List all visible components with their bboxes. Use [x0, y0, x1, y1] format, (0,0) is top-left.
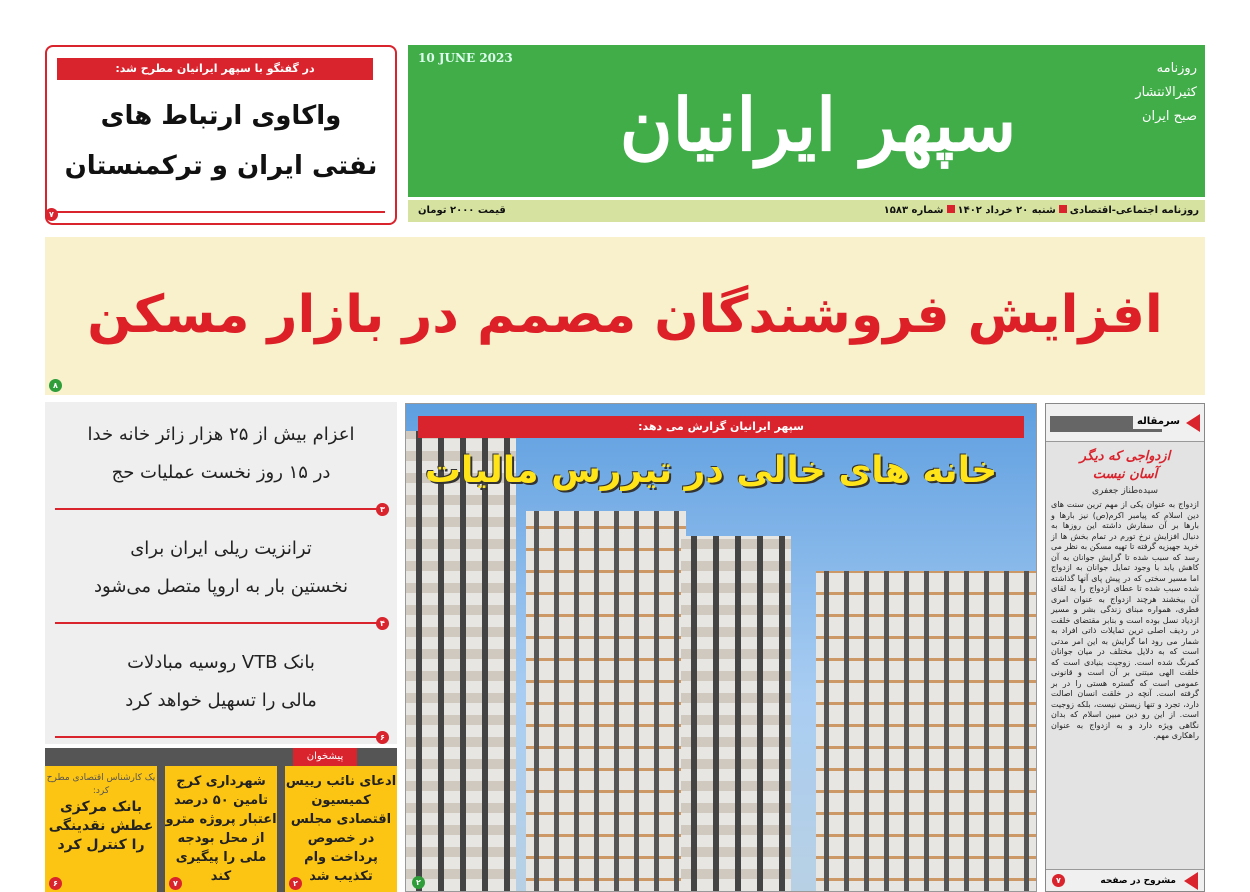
page-badge: ۷ [169, 877, 182, 890]
triangle-icon [1186, 414, 1200, 432]
issue-date: شنبه ۲۰ خرداد ۱۴۰۲ [957, 205, 1056, 216]
masthead [408, 45, 1205, 197]
page-badge: ۴ [376, 617, 389, 630]
editorial-body: ازدواج به عنوان یکی از مهم ترین سنت های دین اسلام که پیامبر اکرم(ص) نیز بارها و بارها بر آن سفارش داشته این روزها به دنبال افزایش نرخ تورم در تمام بخش ها از خرید جهیزیه گرفته تا تهیه مسکن به نظر می رسد که سبب شده تا گرایش جوانان به آن کاهش یابد با وجود تمایل جوانان به ازدواج اما مسیر سختی که در پیش پای آنها گذاشته شده سبب شده تا عطای ازدواج را به لقای آن ببخشند هرچند ازدواج به عنوان امری فطری، همواره مبنای زندگی بشر و مسیر ازدیاد نسل بوده است و بنابر مقتضای خلقت در ردیف اصلی ترین تمایلات ذاتی افراد به شمار می رود اما گرایش به این امر مدتی است که به دلایل مختلف در میان جوانان کمرنگ شده است. زوجیت بنیادی است که خلقت الهی مبتنی بر آن است و قانونی عمومی است که گستره هستی را در بر گرفته است. آنچه در خلقت انسان اصالت دارد، تجرد و تنها زیستن نیست، بلکه زوجیت است. از این رو دین مبین اسلام که بدان نگاهی ویژه دارد و به ازدواج به عنوان راهکاری مهم. [1051, 500, 1199, 740]
building-image [526, 511, 686, 891]
main-headline-banner[interactable] [45, 237, 1205, 395]
pishkhan-box[interactable]: یک کارشناس اقتصادی مطرح کرد: بانک مرکزی عطش نقدینگی را کنترل کرد ۶ [45, 766, 157, 892]
continued-label: مشروح در صفحه [1100, 876, 1176, 886]
info-strip [408, 200, 1205, 222]
issue-number: شماره ۱۵۸۳ [883, 205, 944, 216]
pishkhan-tag: پیشخوان [293, 748, 357, 766]
page-badge: ۲ [412, 876, 425, 889]
news-item[interactable]: بانک VTB روسیه مبادلات مالی را تسهیل خواهد کرد ۶ [45, 630, 397, 744]
newspaper-logo: سپهر ایرانیان [619, 82, 1017, 167]
pishkhan-box[interactable]: شهرداری کرج تامین ۵۰ درصد اعتبار پروژه مترو از محل بودجه ملی را پیگیری کند ۷ [165, 766, 277, 892]
page-badge: ۶ [49, 877, 62, 890]
divider [57, 211, 385, 213]
editorial[interactable] [1045, 403, 1205, 892]
side-story[interactable] [45, 45, 397, 225]
photo-story[interactable] [405, 403, 1037, 892]
building-image [681, 536, 791, 891]
news-item[interactable]: ترانزیت ریلی ایران برای نخستین بار به اروپا متصل می‌شود ۴ [45, 516, 397, 630]
editorial-author: سیده‌طناز جعفری [1092, 486, 1158, 496]
paper-type: روزنامه اجتماعی-اقتصادی [1069, 205, 1199, 216]
main-headline: افزایش فروشندگان مصمم در بازار مسکن [87, 285, 1163, 345]
building-image [816, 571, 1037, 891]
triangle-icon [1184, 872, 1198, 890]
news-item[interactable]: اعزام بیش از ۲۵ هزار زائر خانه خدا در ۱۵ روز نخست عملیات حج ۳ [45, 402, 397, 516]
page-badge: ۷ [45, 208, 58, 221]
page-badge: ۳ [376, 503, 389, 516]
price: قیمت ۲۰۰۰ تومان [418, 205, 506, 216]
photo-story-headline: خانه های خالی در تیررس مالیات [424, 450, 998, 491]
side-story-headline: واکاوی ارتباط های نفتی ایران و ترکمنستان [64, 101, 378, 181]
page-badge: ۸ [49, 379, 62, 392]
pishkhan-section [45, 748, 397, 892]
page-badge: ۷ [1052, 874, 1065, 887]
side-story-kicker: در گفتگو با سپهر ایرانیان مطرح شد: [57, 58, 373, 80]
pishkhan-box[interactable]: ادعای نائب رییس کمیسیون اقتصادی مجلس در خصوص پرداخت وام تکذیب شد ۲ [285, 766, 397, 892]
masthead-date: 10 JUNE 2023 [418, 51, 513, 65]
editorial-label: سرمقاله [1133, 414, 1184, 429]
editorial-title: ازدواجی که دیگر آسان نیست [1079, 449, 1171, 482]
masthead-tagline: روزنامه کثیرالانتشار صبح ایران [1135, 61, 1197, 124]
page-badge: ۲ [289, 877, 302, 890]
building-image [406, 431, 516, 891]
photo-story-kicker: سپهر ایرانیان گزارش می دهد: [418, 416, 1024, 438]
continued-link[interactable] [1046, 869, 1204, 891]
page-badge: ۶ [376, 731, 389, 744]
